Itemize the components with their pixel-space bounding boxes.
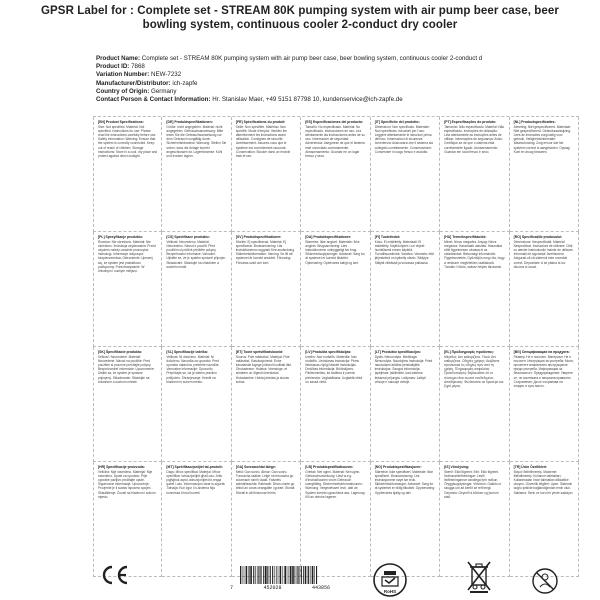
- spec-cell-heading: [NO] Produktspesifikasjoner:: [374, 465, 422, 469]
- spec-cell: [232, 232, 301, 347]
- spec-cell-heading: [IT] Specifiche del prodotto:: [374, 120, 420, 124]
- barcode-bar: [311, 566, 312, 584]
- barcode-bar: [289, 566, 290, 584]
- barcode-bar: [301, 566, 302, 584]
- spec-cell: [510, 462, 579, 577]
- spec-cell-heading: [BG] Спецификации на продукта:: [513, 350, 570, 354]
- spec-cell-heading: [ES] Especificaciones del producto:: [305, 120, 364, 124]
- info-product-id: Product ID: 7868: [96, 63, 145, 71]
- spec-cell-text: Veľkosť: Neuvedené. Materiál: Neuvedené. Návod na použitie: Pred použitím si pozorne prečítajte pokyny. Bezpečnostné informácie: Upozornenie: Uistite sa, že systém je správne pripojený. Skladovanie: Skladujte na chladnom a suchom mieste.: [98, 355, 155, 384]
- info-country-of-origin: Country of Origin: Germany: [96, 87, 177, 95]
- age-restriction-icon: [530, 566, 560, 596]
- spec-cell-text: Méret: Nincs megadva. Anyag: Nincs megadva. Használati utasítás: Használat előtt figyelmesen olvassa el az utasításokat. Biztonsági információk: Figyelmeztetés: Győződjön meg róla, hogy a rendszer megfelelően csatlakozik. Tárolás: Hűvös, száraz helyen tárolandó.: [444, 240, 505, 269]
- spec-cell: [162, 117, 231, 232]
- spec-cell-heading: [SL] Specifikacije izdelka:: [166, 350, 208, 354]
- spec-cell: [371, 117, 440, 232]
- spec-cell: [510, 232, 579, 347]
- spec-cell-text: Veličina: Nije navedeno. Materijal: Nije navedeno. Upute za uporabu: Prije uporabe pažljivo pročitajte upute. Sigurnosne informacije: Upozorenje: Provjerite je li sustav ispravno spojen. Skladištenje: Čuvati na hladnom i suhom mjestu.: [98, 470, 156, 499]
- barcode-bar: [287, 566, 288, 584]
- barcode-bar: [316, 566, 317, 584]
- barcode-bar: [308, 566, 309, 584]
- barcode-icon: [238, 566, 318, 584]
- spec-cell: [162, 462, 231, 577]
- spec-cell-text: Afmeting: Niet gespecificeerd. Materiaal: Niet gespecificeerd. Gebruiksaanwijzing: Lees de instructies zorgvuldig voor gebruik. Veiligheidsinformatie: Waarschuwing: Zorg ervoor dat het systeem correct is aangesloten. Opslag: Koel en droog bewaren.: [513, 125, 571, 154]
- spec-cell: [440, 117, 509, 232]
- barcode-bar: [240, 566, 241, 584]
- spec-cell: [93, 347, 162, 462]
- spec-cell-text: Μέγεθος: Δεν καθορίζεται. Υλικό: Δεν καθορίζεται. Οδηγίες χρήσης: Διαβάστε προσεκτικά τις οδηγίες πριν από τη χρήση. Πληροφορίες ασφαλείας: Προειδοποίηση: Βεβαιωθείτε ότι το σύστημα είναι σωστά συνδεδεμένο. Αποθήκευση: Φυλάσσεται σε δροσερό και ξηρό μέρος.: [444, 355, 504, 388]
- spec-cell-heading: [HR] Specifikacije proizvoda:: [98, 465, 145, 469]
- spec-cell-heading: [EN] Product Specifications:: [98, 120, 144, 124]
- svg-text:RoHS: RoHS: [383, 589, 397, 594]
- spec-cell: [440, 347, 509, 462]
- spec-cell-text: Stærð: Ekki tilgreint. Efni: Ekki tilgreint. Notkunarleiðbeiningar: Lesið leiðbeiningarnar vandlega fyrir notkun. Öryggisupplýsingar: Viðvörun: Gakktu úr skugga um að kerfið sé rétt tengt. Geymsla: Geymið á köldum og þurrum stað.: [444, 470, 502, 499]
- barcode-number: [230, 585, 330, 591]
- spec-cell-text: Méid: Gan sonrú. Ábhar: Gan sonrú. Treoracha úsáide: Léigh na treoracha go cúramach roimh úsáid. Faisnéis sábháilteachta: Rabhadh: Déan cinnte go bhfuil an córas ceangailte i gceart. Stóráil: Stóráil in áit fhionnuar thirim.: [235, 470, 296, 495]
- spec-cell-text: Boyut: Belirtilmemiş. Malzeme: Belirtilmemiş. Kullanım talimatları: Kullanmadan önce talimatları dikkatlice okuyun. Güvenlik bilgileri: Uyarı: Sistemin doğru şekilde bağlandığından emin olun. Saklama: Serin ve kuru bir yerde saklayın.: [513, 470, 574, 495]
- barcode-bar: [246, 566, 248, 584]
- spec-cell-heading: [RO] Specificațiile produsului:: [513, 235, 563, 239]
- barcode-bar: [298, 566, 299, 584]
- language-spec-grid: [93, 116, 579, 577]
- barcode-digits-right: 443856: [311, 585, 330, 591]
- barcode-bar: [296, 566, 297, 584]
- barcode-bar: [270, 566, 271, 584]
- spec-cell: [93, 117, 162, 232]
- spec-cell-text: Størrelse: Ikke spesifisert. Materiale: Ikke spesifisert. Bruksanvisning: Les instruksjonene nøye før bruk. Sikkerhetsinformasjon: Advarsel: Sørg for at systemet er riktig tilkoblet. Oppbevaring: Oppbevares kjølig og tørt.: [374, 470, 435, 495]
- spec-cell: [162, 232, 231, 347]
- spec-cell: [232, 117, 301, 232]
- barcode-bar: [250, 566, 252, 584]
- barcode-bar: [244, 566, 245, 584]
- barcode-bar: [272, 566, 273, 584]
- spec-cell-heading: [SK] Špecifikácie produktu:: [98, 350, 143, 354]
- spec-cell-text: Dydis: Nenurodyta. Medžiaga: Nenurodyta. Naudojimo instrukcija: Prieš naudodami atidžiai perskaitykite instrukcijas. Saugos informacija: Įspėjimas: Įsitikinkite, kad sistema tinkamai prijungta. Laikymas: Laikyti vėsioje ir sausoje vietoje.: [374, 355, 433, 384]
- barcode-bar: [295, 566, 296, 584]
- spec-cell-heading: [NL] Productspecificaties:: [513, 120, 556, 124]
- product-info: [96, 55, 596, 104]
- spec-cell: [93, 462, 162, 577]
- barcode-bar: [265, 566, 267, 584]
- spec-cell-heading: [DE] Produktspezifikationen:: [166, 120, 213, 124]
- spec-cell-heading: [PL] Specyfikacje produktu:: [98, 235, 143, 239]
- spec-cell-heading: [SV] Produktspecifikationer:: [235, 235, 282, 239]
- label-title: GPSR Label for : Complete set - STREAM 80K pumping system with air pump beer case, beer bowling system, continuous cooler 2-conduct dry cooler: [40, 5, 559, 31]
- spec-cell: [371, 347, 440, 462]
- spec-cell-heading: [LV] Produkta specifikācijas:: [305, 350, 352, 354]
- barcode-bar: [312, 566, 314, 584]
- barcode-bar: [242, 566, 243, 584]
- spec-cell-text: Storlek: Ej specificerad. Material: Ej specificerat. Bruksanvisning: Läs instruktionerna noggrant före användning. Säkerhetsinformation: Varning: Se till att systemet är korrekt anslutet. Förvaring: Förvaras svalt och torrt.: [235, 240, 295, 265]
- spec-cell-heading: [TR] Ürün Özellikleri:: [513, 465, 548, 469]
- barcode-bar: [267, 566, 268, 584]
- spec-cell-heading: [LT] Produkto specifikacijos:: [374, 350, 421, 354]
- barcode-digit-left: 7: [230, 585, 234, 591]
- barcode-bar: [284, 566, 286, 584]
- spec-cell-heading: [GA] Sonraíochtaí táirge:: [235, 465, 276, 469]
- info-contact: Contact Person & Contact Information: Hr. Stanislav Maer, +49 5151 87798 10, kundenservice@ich-zapfe.de: [96, 96, 403, 104]
- spec-cell-heading: [HU] Termékspecifikációk:: [444, 235, 487, 239]
- rohs-icon: [372, 562, 408, 598]
- spec-cell-text: Tamanho: Não especificado. Material: Não especificado. Instruções de utilização: Leia atentamente as instruções antes de utilizar. Informações de segurança: Aviso: Certifique-se de que o sistema está corretamente ligado. Armazenamento: Guardar em local fresco e seco.: [444, 125, 505, 154]
- spec-cell-heading: [ET] Toote spetsifikatsioonid:: [235, 350, 284, 354]
- barcode-bar: [280, 566, 282, 584]
- barcode-bar: [292, 566, 294, 584]
- spec-cell: [301, 117, 370, 232]
- spec-cell-text: Dimensioni: Non specificato. Materiale: Non specificato. Istruzioni per l'uso: Leggere attentamente le istruzioni prima dell'uso. Informazioni di sicurezza: Avvertenza: Assicurarsi che il sistema sia collegato correttamente. Conservazione: Conservare in luogo fresco e asciutto.: [374, 125, 433, 154]
- info-manufacturer: Manufacturer/Distributor: ich-zapfe: [96, 79, 198, 87]
- spec-cell-heading: [DA] Produktspecifikationer:: [305, 235, 352, 239]
- info-variation-number: Variation Number: NEW-7232: [96, 71, 182, 79]
- barcode-bar: [314, 566, 315, 584]
- spec-cell: [232, 462, 301, 577]
- barcode-bar: [297, 566, 298, 584]
- spec-cell-text: Размер: Не е посочен. Материал: Не е посочен. Инструкции за употреба: Моля, прочетете внимателно инструкциите преди употреба. Информация за безопасност: Предупреждение: Уверете се, че системата е свързана правилно. Съхранение: Да се съхранява на хладно и сухо място.: [513, 355, 574, 388]
- barcode-bar: [307, 566, 308, 584]
- spec-cell-text: Koko: Ei määritelty. Materiaali: Ei määritelty. Käyttöohjeet: Lue ohjeet huolellisesti ennen käyttöä. Turvallisuustiedot: Varoitus: Varmista, että järjestelmä on kytketty oikein. Säilytys: Säilytä viileässä ja kuivassa paikassa.: [374, 240, 434, 265]
- spec-cell-heading: [MT] Speċifikazzjonijiet tal-prodott:: [166, 465, 223, 469]
- barcode-bar: [257, 566, 258, 584]
- spec-cell-heading: [EL] Προδιαγραφές προϊόντος:: [444, 350, 495, 354]
- spec-cell: [510, 117, 579, 232]
- barcode-bar: [255, 566, 256, 584]
- spec-cell-text: Daqs: Mhux speċifikat. Materjal: Mhux speċifikat. Istruzzjonijiet għall-użu: Jekk jogħġbok aqra l-istruzzjonijiet bir-reqqa qabel l-użu. Informazzjoni dwar is-sigurtà: Twissija: Kun żgur li s-sistema hija konnessa b'mod korrett.: [166, 470, 226, 495]
- spec-cell: [301, 462, 370, 577]
- barcode-digits-middle: 452028: [263, 585, 282, 591]
- spec-cell-text: Size: Not specified. Material: Not specified. Instructions for use: Please read the instructions carefully before use. Safety information: Warning: Ensure that the system is correctly connected. Keep out of reach of children. Storage instructions: Store in a cool, dry place and protect against direct sunlight.: [98, 125, 158, 158]
- spec-cell-heading: [FR] Spécifications du produit:: [235, 120, 286, 124]
- spec-cell: [371, 232, 440, 347]
- spec-cell: [440, 232, 509, 347]
- barcode-bar: [283, 566, 284, 584]
- spec-cell-text: Suurus: Pole määratud. Materjal: Pole määratud. Kasutusjuhend: Enne kasutamist lugege juhised hoolikalt läbi. Ohutusteave: Hoiatus: Veenduge, et süsteem on õigesti ühendatud. Hoiustamine: Hoida jahedas ja kuivas kohas.: [235, 355, 292, 384]
- spec-cell-text: Izmērs: Nav norādīts. Materiāls: Nav norādīts. Lietošanas instrukcija: Pirms lietošanas rūpīgi izlasiet instrukcijas. Drošības informācija: Brīdinājums: Pārliecinieties, ka sistēma ir pareizi pievienota. Uzglabāšana: Uzglabāt vēsā un sausā vietā.: [305, 355, 363, 384]
- barcode-bar: [278, 566, 279, 584]
- spec-cell-text: Dimensiune: Nespecificată. Material: Nespecificat. Instrucțiuni de utilizare: Citiți cu atenție instrucțiunile înainte de utilizare. Informații de siguranță: Avertisment: Asigurați-vă că sistemul este conectat corect. Depozitare: A se păstra la loc răcoros și uscat.: [513, 240, 574, 269]
- spec-cell-heading: [IS] Vörulýsing:: [444, 465, 470, 469]
- spec-cell: [232, 347, 301, 462]
- barcode-bar: [249, 566, 250, 584]
- barcode-bar: [275, 566, 276, 584]
- ce-mark-icon: [100, 564, 130, 586]
- spec-cell-heading: [PT] Especificações do produto:: [444, 120, 497, 124]
- spec-cell-text: Velikost: Neuvedeno. Materiál: Neuvedeno. Návod k použití: Před použitím si pečlivě přečtěte pokyny. Bezpečnostní informace: Varování: Ujistěte se, že je systém správně připojen. Skladování: Skladujte na chladném a suchém místě.: [166, 240, 227, 269]
- spec-cell-text: Taille: Non spécifiée. Matériau: Non spécifié. Mode d'emploi: Veuillez lire attentivement les instructions avant utilisation. Consignes de sécurité: Avertissement: Assurez-vous que le système est correctement raccordé. Conservation: Stocker dans un endroit frais et sec.: [235, 125, 291, 158]
- barcode-bar: [305, 566, 306, 584]
- spec-cell: [301, 347, 370, 462]
- barcode-bar: [303, 566, 304, 584]
- spec-cell-text: Rozmiar: Nie określono. Materiał: Nie określono. Instrukcja użytkowania: Przed użyciem należy uważnie przeczytać instrukcję. Informacje dotyczące bezpieczeństwa: Ostrzeżenie: Upewnij się, że system jest prawidłowo podłączony. Przechowywanie: W chłodnym i suchym miejscu.: [98, 240, 156, 273]
- spec-cell-heading: [LB] Produktspezifikatiounen:: [305, 465, 354, 469]
- info-product-name: Product Name: Complete set - STREAM 80K pumping system with air pump beer case, beer bowling system, continuous cooler 2-conduct d: [96, 55, 483, 62]
- barcode-bar: [261, 566, 262, 584]
- barcode-bar: [276, 566, 277, 584]
- spec-cell-text: Tamaño: No especificado. Material: No especificado. Instrucciones de uso: Lea atentamente las instrucciones antes de su uso. Información de seguridad: Advertencia: Asegúrese de que el sistema esté conectado correctamente. Almacenamiento: Guardar en un lugar fresco y seco.: [305, 125, 365, 158]
- spec-cell-text: Størrelse: Ikke angivet. Materiale: Ikke angivet. Brugsanvisning: Læs instruktionerne omhyggeligt før brug. Sikkerhedsoplysninger: Advarsel: Sørg for, at systemet er korrekt tilsluttet. Opbevaring: Opbevares køligt og tørt.: [305, 240, 366, 265]
- spec-cell: [301, 232, 370, 347]
- barcode-bar: [290, 566, 292, 584]
- spec-cell: [510, 347, 579, 462]
- spec-cell-text: Gréisst: Net uginn. Material: Net uginn. Gebrauchsuweisung: Liest w.e.g. d'Instruktiounen virum Gebrauch suergfälteg. Sécherheetsinformatiounen: Warnung: Vergewëssert Iech, datt de System korrekt ugeschloss ass. Lagerung: Kill an dréche lageren.: [305, 470, 366, 499]
- weee-bin-icon: [466, 560, 492, 594]
- spec-cell: [93, 232, 162, 347]
- spec-cell-text: Velikost: Ni določeno. Material: Ni določeno. Navodila za uporabo: Pred uporabo natančno preberite navodila. Varnostne informacije: Opozorilo: Prepričajte se, da je sistem pravilno priključen. Shranjevanje: Hraniti na hladnem in suhem mestu.: [166, 355, 220, 384]
- spec-cell-text: Größe: nicht angegeben. Material: nicht angegeben. Gebrauchsanweisung: Bitte lesen Sie die Gebrauchsanweisung vor dem Gebrauch sorgfältig durch. Sicherheitshinweise: Warnung: Stellen Sie sicher, dass die Anlage korrekt angeschlossen ist. Lagerhinweise: Kühl und trocken lagern.: [166, 125, 227, 158]
- barcode-bar: [260, 566, 261, 584]
- spec-cell-heading: [FI] Tuotetiedot:: [374, 235, 401, 239]
- barcode-bar: [253, 566, 254, 584]
- spec-cell: [371, 462, 440, 577]
- spec-cell: [162, 347, 231, 462]
- spec-cell-heading: [CS] Specifikace produktu:: [166, 235, 210, 239]
- barcode-bar: [258, 566, 259, 584]
- barcode-bar: [263, 566, 264, 584]
